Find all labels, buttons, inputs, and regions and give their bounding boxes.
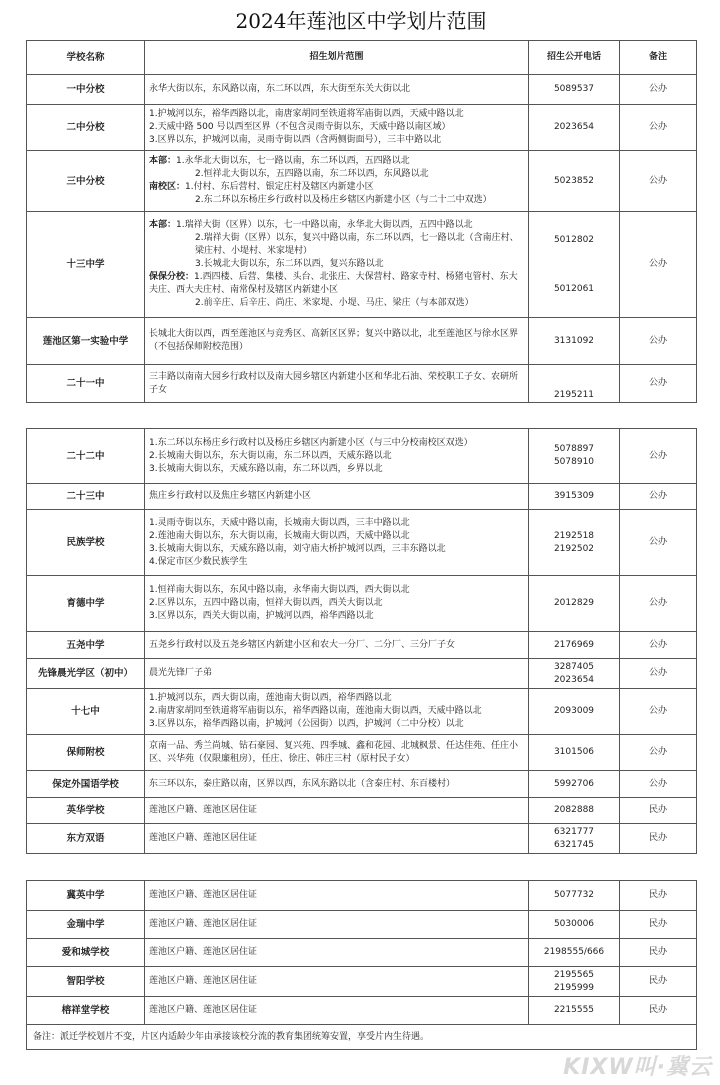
school-name: 英华学校 [27, 798, 145, 824]
phone-cell [529, 659, 620, 689]
school-name: 三中分校 [27, 151, 145, 212]
note-cell: 公办 [620, 151, 697, 212]
range-text: 1.西四楼、后营、集楼、头台、北张庄、大保营村、路家寺村、杨猪屯管村、东大夫庄、西大夫庄村、南常保村及辖区内新建小区 [149, 272, 518, 295]
phone-cell [529, 735, 620, 771]
phone-cell [529, 576, 620, 632]
phone-number: 2195211 [553, 390, 595, 400]
range-line: 2.东二环以东杨庄乡行政村以及杨庄乡辖区内新建小区（与二十二中双选） [195, 195, 492, 205]
table-row [27, 881, 697, 911]
table-row [27, 689, 697, 735]
range-line [149, 219, 524, 232]
table-row [27, 576, 697, 632]
school-name: 民族学校 [27, 510, 145, 576]
note-cell: 公办 [620, 632, 697, 659]
page-title: 2024年莲池区中学划片范围 [235, 9, 487, 33]
school-name: 爱和城学校 [27, 939, 145, 967]
zone-range [145, 510, 529, 576]
school-name: 二中分校 [27, 105, 145, 151]
phone-number: 2192518 [553, 530, 595, 541]
phone-number: 5030006 [553, 919, 595, 929]
zone-range: 莲池区户籍、莲池区居住证 [145, 881, 529, 911]
range-line: 2.长城南大街以东，东大街以南，东二环以西，天威东路以北 [149, 450, 392, 461]
range-text: 1.瑞祥大街（区界）以东，七一中路以南，永华北大街以西，五四中路以北 [176, 220, 473, 230]
zone-range [145, 429, 529, 484]
phone-cell [529, 881, 620, 911]
note-cell: 公办 [620, 689, 697, 735]
zone-range: 莲池区户籍、莲池区居住证 [145, 798, 529, 824]
school-name: 保师附校 [27, 735, 145, 771]
zone-range: 莲池区户籍、莲池区居住证 [145, 911, 529, 939]
note-cell: 公办 [620, 484, 697, 510]
phone-number: 2195999 [553, 982, 595, 993]
watermark-logo: KIXW叫·冀云 [563, 1055, 712, 1080]
footnote-row [27, 1025, 697, 1050]
table-row [27, 659, 697, 689]
table-row [27, 967, 697, 997]
phone-number: 3101506 [553, 747, 595, 757]
phone-number: 2012829 [553, 598, 595, 608]
phone-cell [529, 212, 620, 318]
school-name: 金瑞中学 [27, 911, 145, 939]
range-line: 2.南唐家胡同至铁道将军庙街以东，裕华西路以南，莲池南大街以西，天威中路以北 [149, 706, 482, 716]
phone-cell [529, 967, 620, 997]
phone-number: 5089537 [553, 84, 595, 94]
table-row [27, 318, 697, 365]
phone-number: 6321777 [553, 826, 595, 837]
note-cell: 民办 [620, 967, 697, 997]
phone-number: 2023654 [553, 674, 595, 685]
zone-range [145, 212, 529, 318]
note-cell: 公办 [620, 318, 697, 365]
note-cell: 民办 [620, 824, 697, 854]
phone-cell [529, 510, 620, 576]
range-line: 2.前辛庄、后辛庄、尚庄、米家堤、小堤、马庄、梁庄（与本部双选） [195, 298, 474, 308]
table-row [27, 632, 697, 659]
range-line: 2.天威中路 500 号以西至区界（不包含灵雨寺街以东，天威中路以南区域） [149, 122, 451, 132]
table-row [27, 510, 697, 576]
school-name: 五尧中学 [27, 632, 145, 659]
note-cell: 公办 [620, 510, 697, 576]
header-note: 备注 [620, 41, 697, 75]
school-name: 先锋晨光学区（初中） [27, 659, 145, 689]
phone-number: 2093009 [553, 706, 595, 716]
range-line: 1.灵雨寺街以东，天威中路以南，长城南大街以西，三丰中路以北 [149, 517, 410, 528]
note-cell: 公办 [620, 75, 697, 105]
note-cell: 民办 [620, 939, 697, 967]
zone-table-3 [26, 880, 697, 1050]
phone-cell [529, 939, 620, 967]
zone-range: 东三环以东，泰庄路以南，区界以西，东风东路以北（含泰庄村、东百楼村） [145, 771, 529, 798]
range-line: 1.东二环以东杨庄乡行政村以及杨庄乡辖区内新建小区（与三中分校南校区双选） [149, 437, 473, 448]
phone-cell [529, 105, 620, 151]
school-name: 东方双语 [27, 824, 145, 854]
range-line: 2.莲池南大街以东，东大街以南，长城南大街以西，天威中路以北 [149, 530, 410, 541]
phone-cell [529, 911, 620, 939]
range-line: 3.长城南大街以东，天威东路以南，东二环以西，乡界以北 [149, 463, 383, 474]
range-line: 1.恒祥南大街以东，东风中路以南，永华南大街以西，西大街以北 [149, 585, 410, 595]
phone-cell [529, 151, 620, 212]
phone-number: 5992706 [553, 778, 595, 789]
school-name: 二十三中 [27, 484, 145, 510]
table-row [27, 997, 697, 1025]
phone-number: 2082888 [553, 805, 595, 815]
section-label: 本部： [149, 156, 177, 166]
school-name: 冀英中学 [27, 881, 145, 911]
range-line: 2.瑞祥大街（区界）以东，复兴中路以南，东二环以西，七一路以北（含南庄村、梁庄村、小堤村、米家堤村） [195, 233, 519, 256]
zone-range: 焦庄乡行政村以及焦庄乡辖区内新建小区 [145, 484, 529, 510]
school-name: 智阳学校 [27, 967, 145, 997]
table-row [27, 911, 697, 939]
range-line: 3.长城北大街以东，东二环以西，复兴东路以北 [195, 259, 384, 269]
zone-range: 五尧乡行政村以及五尧乡辖区内新建小区和农大一分厂、二分厂、三分厂子女 [145, 632, 529, 659]
note-cell: 公办 [620, 659, 697, 689]
phone-number: 3915309 [553, 491, 595, 501]
school-name: 二十二中 [27, 429, 145, 484]
phone-number: 3131092 [553, 335, 595, 346]
note-cell: 公办 [620, 576, 697, 632]
range-line: 4.保定市区少数民族学生 [149, 556, 248, 567]
range-line: 1.护城河以东，西大街以南，莲池南大街以西，裕华西路以北 [149, 693, 392, 703]
phone-cell [529, 632, 620, 659]
zone-range: 莲池区户籍、莲池区居住证 [145, 824, 529, 854]
phone-number: 5077732 [553, 890, 595, 900]
header-zone-range: 招生划片范围 [145, 41, 529, 75]
table-row [27, 771, 697, 798]
table-row [27, 735, 697, 771]
phone-cell [529, 365, 620, 403]
table-row [27, 212, 697, 318]
zone-table-2 [26, 428, 697, 854]
phone-cell [529, 997, 620, 1025]
table-row [27, 824, 697, 854]
header-phone: 招生公开电话 [529, 41, 620, 75]
zone-range [145, 151, 529, 212]
phone-cell [529, 75, 620, 105]
zone-range: 长城北大街以西，西至莲池区与竞秀区、高新区区界；复兴中路以北，北至莲池区与徐水区界（不包括保师附校范围） [145, 318, 529, 365]
phone-number: 3287405 [553, 661, 595, 672]
table-row [27, 798, 697, 824]
phone-cell [529, 689, 620, 735]
phone-number: 5078910 [553, 457, 595, 467]
phone-cell [529, 318, 620, 365]
section-label: 本部： [149, 220, 177, 230]
footnote: 备注：派迁学校划片不变，片区内适龄少年由承接该校分流的教育集团统筹安置，享受片内生待遇。 [27, 1025, 697, 1050]
school-name: 榕祥堂学校 [27, 997, 145, 1025]
phone-cell [529, 771, 620, 798]
note-cell: 公办 [620, 105, 697, 151]
zone-range [145, 576, 529, 632]
table-row [27, 484, 697, 510]
note-cell: 公办 [620, 735, 697, 771]
zone-range: 莲池区户籍、莲池区居住证 [145, 939, 529, 967]
zone-range: 京南一品、秀兰尚城、钻石豪园、复兴苑、四季城、鑫和花园、北城枫景、任达佳苑、任庄小区、兴华苑（仅限廉租房），任庄、徐庄、韩庄三村（原村民子女） [145, 735, 529, 771]
range-text: 1.付村、东后营村、银定庄村及辖区内新建小区 [185, 182, 374, 192]
table-row [27, 151, 697, 212]
range-line [149, 155, 524, 168]
range-line: 3.区界以东，西关大街以南，护城河以西，裕华西路以北 [149, 611, 374, 621]
phone-cell [529, 484, 620, 510]
section-label: 南校区： [149, 182, 186, 192]
zone-range [145, 105, 529, 151]
phone-number: 2176969 [553, 639, 595, 650]
table-row [27, 429, 697, 484]
zone-range: 晨光先锋厂子弟 [145, 659, 529, 689]
phone-number: 5012061 [553, 283, 595, 294]
range-line: 1.护城河以东，裕华西路以北，南唐家胡同至铁道将军庙街以西，天威中路以北 [149, 109, 464, 119]
school-name: 十七中 [27, 689, 145, 735]
range-text: 1.永华北大街以东，七一路以南，东二环以西，五四路以北 [176, 156, 410, 166]
range-line: 3.区界以东，裕华西路以南，护城河（公园街）以西，护城河（二中分校）以北 [149, 719, 464, 729]
section-label: 保保分校： [149, 272, 195, 282]
table-row [27, 939, 697, 967]
school-name: 保定外国语学校 [27, 771, 145, 798]
zone-range: 三丰路以南南大园乡行政村以及南大园乡辖区内新建小区和华北石油、荣校职工子女、农研所子女 [145, 365, 529, 403]
phone-number: 2195565 [553, 969, 595, 980]
note-cell: 公办 [620, 365, 697, 403]
table-row [27, 365, 697, 403]
note-cell: 民办 [620, 911, 697, 939]
phone-number: 5012802 [553, 234, 595, 245]
note-cell: 民办 [620, 798, 697, 824]
header-school-name: 学校名称 [27, 41, 145, 75]
range-line: 2.恒祥北大街以东，五四路以南，东二环以西，东风路以北 [195, 169, 429, 179]
note-cell: 公办 [620, 212, 697, 318]
note-cell: 公办 [620, 771, 697, 798]
zone-range: 莲池区户籍、莲池区居住证 [145, 967, 529, 997]
phone-number: 2023654 [553, 122, 595, 132]
zone-range: 永华大街以东，东风路以南，东二环以西，东大街至东关大街以北 [145, 75, 529, 105]
table-row [27, 75, 697, 105]
phone-cell [529, 429, 620, 484]
school-name: 一中分校 [27, 75, 145, 105]
school-name: 十三中学 [27, 212, 145, 318]
note-cell: 民办 [620, 881, 697, 911]
range-line: 3.区界以东，护城河以南，灵雨寺街以西（含两侧街面号），三丰中路以北 [149, 135, 442, 145]
school-name: 二十一中 [27, 365, 145, 403]
phone-number: 2192502 [553, 543, 595, 554]
table-row [27, 105, 697, 151]
phone-number: 2215555 [553, 1005, 595, 1015]
zone-range [145, 689, 529, 735]
phone-number: 5023852 [553, 175, 595, 186]
phone-number: 2198555/666 [543, 947, 605, 957]
zone-table-1 [26, 40, 697, 403]
phone-cell [529, 824, 620, 854]
school-name: 莲池区第一实验中学 [27, 318, 145, 365]
zone-range: 莲池区户籍、莲池区居住证 [145, 997, 529, 1025]
phone-number: 6321745 [553, 839, 595, 850]
range-line: 2.区界以东，五四中路以南，恒祥大街以西，西关大街以北 [149, 598, 383, 608]
school-name: 育德中学 [27, 576, 145, 632]
note-cell: 民办 [620, 997, 697, 1025]
range-line: 3.长城南大街以东，天威东路以南，刘守庙大桥护城河以西，三丰东路以北 [149, 543, 446, 554]
phone-number: 5078897 [553, 444, 595, 454]
range-line [149, 181, 524, 194]
range-line [149, 271, 524, 297]
table-header-row [27, 41, 697, 75]
note-cell: 公办 [620, 429, 697, 484]
phone-cell [529, 798, 620, 824]
